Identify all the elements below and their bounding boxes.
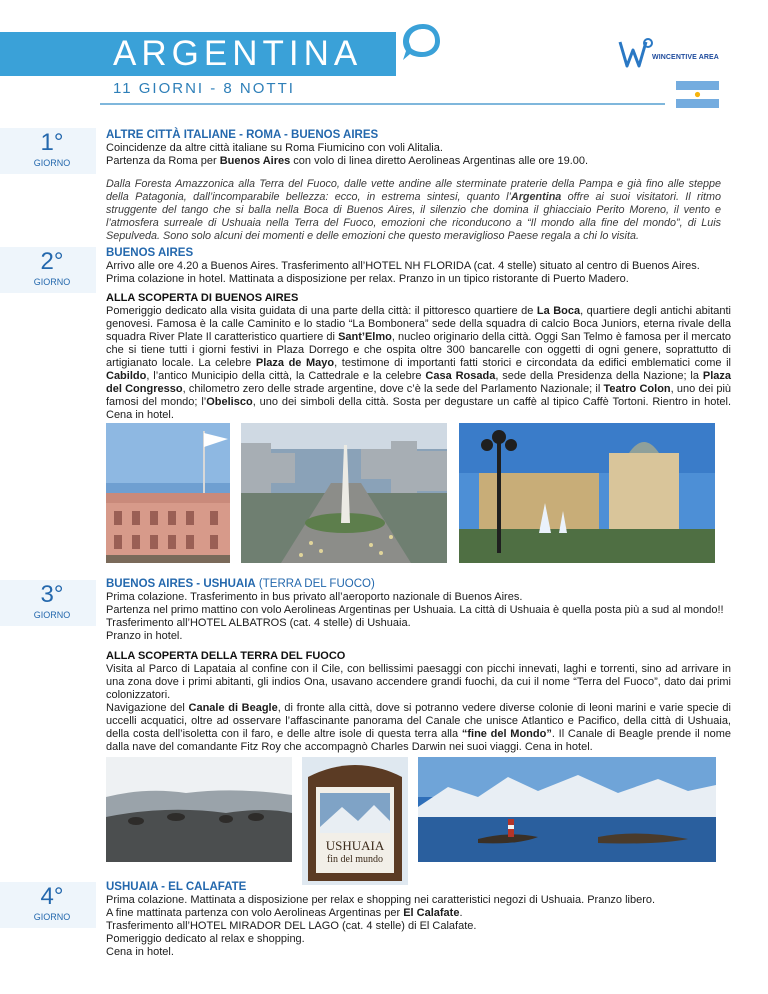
sign-subtitle: fin del mundo bbox=[326, 854, 384, 865]
day3-line: Partenza nel primo mattino con volo Aerolineas Argentinas per Ushuaia. La città di Ushuaia è quella posta più a sud al mondo!! bbox=[106, 604, 724, 616]
day-label: GIORNO bbox=[33, 610, 71, 620]
day3-paragraph-1: Visita al Parco di Lapataia al confine con il Cile, con bellissimi paesaggi con picchi innevati, laghi e torrenti, sino ad arrivare in una zona dove i primi abitanti, gli indios Ona, usavano accendere grandi fuochi, da cui il nome “Terra del Fuoco”, dato dai primi colonizzatori. bbox=[106, 663, 731, 701]
day3-paragraph-2: Navigazione del Canale di Beagle, di fronte alla città, dove si potranno vedere diverse colonie di leoni marini e varie specie di uccelli acquatici, oltre ad osservare l’affascinante panorama del Canale che unisce Atlantico e Pacifico, della città di Ushuaia, della costa dell’isoletta con il faro, e delle altre isole di questa terra alla “fine del Mondo”. Il Canale di Beagle prende il nome dalla nave del comandante Fitz Roy che accompagnò Charles Darwin nei suoi viaggi. Cena in hotel. bbox=[106, 702, 731, 753]
speech-bubble-icon bbox=[399, 20, 443, 64]
day-number: 3° bbox=[40, 581, 64, 608]
photo-beagle-lighthouse bbox=[418, 757, 716, 862]
photo-congresso bbox=[459, 423, 715, 563]
day2-subtitle: ALLA SCOPERTA DI BUENOS AIRES bbox=[106, 292, 299, 304]
day4-line: Pomeriggio dedicato al relax e shopping. bbox=[106, 933, 305, 945]
day-marker-2 bbox=[20, 247, 84, 293]
day1-section bbox=[106, 128, 731, 168]
day3-line: Prima colazione. Trasferimento in bus privato all’aeroporto nazionale di Buenos Aires. bbox=[106, 591, 523, 603]
day-marker-1 bbox=[20, 128, 84, 174]
photo-sea-lions bbox=[106, 757, 292, 862]
subtitle-divider bbox=[100, 103, 665, 105]
day3-subtitle: ALLA SCOPERTA DELLA TERRA DEL FUOCO bbox=[106, 650, 346, 662]
day4-line: Cena in hotel. bbox=[106, 946, 174, 958]
photo-obelisco bbox=[241, 423, 447, 563]
day-number: 2° bbox=[40, 248, 64, 275]
day4-line: A fine mattinata partenza con volo Aerolineas Argentinas per El Calafate. bbox=[106, 907, 463, 919]
page-subtitle: 11 GIORNI - 8 NOTTI bbox=[113, 80, 295, 97]
day4-title: USHUAIA - EL CALAFATE bbox=[106, 881, 247, 893]
day1-line1: Coincidenze da altre città italiane su Roma Fiumicino con voli Alitalia. bbox=[106, 142, 443, 154]
day3-section bbox=[106, 577, 731, 754]
day1-title: ALTRE CITTÀ ITALIANE - ROMA - BUENOS AIRES bbox=[106, 129, 379, 141]
brand-name: WINCENTIVE AREA bbox=[652, 54, 719, 61]
day2-text: Arrivo alle ore 4.20 a Buenos Aires. Trasferimento all’HOTEL NH FLORIDA (cat. 4 stelle) situato al centro di Buenos Aires. Prima colazione in hotel. Mattinata a disposizione per relax. Pranzo in un tipico ristorante di Puerto Madero. bbox=[106, 260, 700, 285]
photo-casa-rosada bbox=[106, 423, 230, 563]
day-label: GIORNO bbox=[33, 912, 71, 922]
page-title: ARGENTINA bbox=[113, 34, 363, 73]
day2-title: BUENOS AIRES bbox=[106, 247, 194, 259]
day3-title: BUENOS AIRES - USHUAIA (TERRA DEL FUOCO) bbox=[106, 578, 375, 590]
day-marker-3 bbox=[20, 580, 84, 626]
day-label: GIORNO bbox=[33, 158, 71, 168]
photo-ushuaia-sign bbox=[302, 757, 408, 885]
day4-line: Trasferimento all’HOTEL MIRADOR DEL LAGO (cat. 4 stelle) di El Calafate. bbox=[106, 920, 477, 932]
intro-paragraph: Dalla Foresta Amazzonica alla Terra del Fuoco, dalle vette andine alle sterminate praterie della Pampa e già fino alle steppe della Patagonia, dall’incomparabile bellezza: ecco, in estrema sintesi, quanto l’Argentina offre ai suoi visitatori. Il ritmo struggente del tango che si balla nella Boca di Buenos Aires, il silenzio che domina il ghiacciaio Perito Moreno, il vento e l’atmosfera surreale di Ushuaia nella Terra del Fuoco, emozioni che riconducono a “Il mondo alla fine del mondo”, di Luis Sepulveda. Sono solo alcuni dei momenti e delle emozioni che questo meraviglioso Paese regala a chi lo visita. bbox=[106, 178, 721, 242]
day3-line: Trasferimento all’HOTEL ALBATROS (cat. 4 stelle) di Ushuaia. bbox=[106, 617, 411, 629]
day2-section bbox=[106, 246, 731, 422]
day4-line: Prima colazione. Mattinata a disposizione per relax e shopping nei caratteristici negozi di Ushuaia. Pranzo libero. bbox=[106, 894, 656, 906]
day1-line2: Partenza da Roma per Buenos Aires con volo di linea diretto Aerolineas Argentinas alle ore 19.00. bbox=[106, 155, 589, 167]
day-number: 1° bbox=[40, 129, 64, 156]
argentina-flag-icon bbox=[676, 81, 719, 108]
sign-title: USHUAIA bbox=[325, 838, 385, 853]
day-label: GIORNO bbox=[33, 277, 71, 287]
day3-line: Pranzo in hotel. bbox=[106, 630, 183, 642]
day2-paragraph: Pomeriggio dedicato alla visita guidata di una parte della città: il pittoresco quartiere de La Boca, quartiere degli antichi abitanti genovesi. Famosa è la calle Caminito e lo stadio “La Bombonera” sede della squadra di calcio Boca Juniors, eterna rivale della squadra River Plate Il caratteristico quartiere di Sant’Elmo, nucleo originario della città. Oggi San Telmo è famosa per il mercato che si tiene tutti i giorni festivi in Plaza Dorrego e che ospita oltre 300 bancarelle con oggetti di ogni genere, soprattutto di artigianato locale. La celebre Plaza de Mayo, testimone di importanti fatti storici e circondata da edifici emblematici come il Cabildo, l’antico Municipio della città, la Cattedrale e la celebre Casa Rosada, sede della Presidenza della Nazione; la Plaza del Congresso, chilometro zero delle strade argentine, dove c’è la sede del Parlamento Nazionale; il Teatro Colon, uno dei più famosi del mondo; l’Obelisco, uno dei simboli della città. Sosta per degustare un caffè al tipico Caffè Tortoni. Rientro in hotel. Cena in hotel. bbox=[106, 305, 732, 421]
day-number: 4° bbox=[40, 883, 64, 910]
day-marker-4 bbox=[20, 882, 84, 928]
day4-section bbox=[106, 880, 731, 959]
